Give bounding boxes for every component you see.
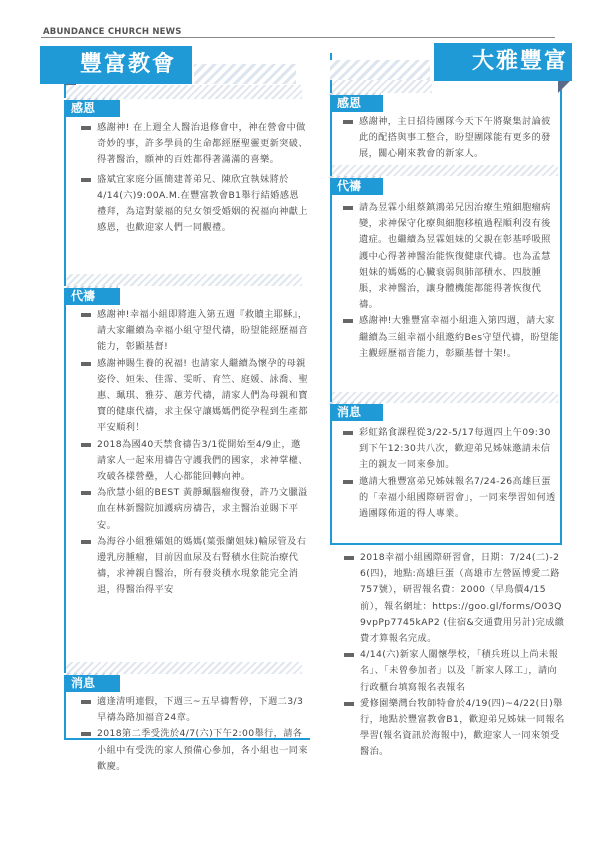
bullet-icon: [81, 700, 91, 704]
right-news-list: [340, 425, 560, 522]
bullet-icon: [81, 178, 91, 182]
bullet-icon: [343, 480, 353, 484]
list-item: [340, 114, 560, 163]
left-hatch-band: [66, 85, 302, 99]
right-hatch-band: [332, 80, 432, 93]
left-thanks-list: [78, 120, 308, 236]
item-text: 愛修園樂灣台牧師特會於4/19(四)~4/22(日)舉行，地點於豐富教會B1，歡迎弟兄姊妹一同報名學習(報名資訊於海報中)，歡迎家人一同來領受醫治。: [360, 697, 565, 758]
right-banner-fold: [558, 81, 570, 93]
right-extra-news-list: [341, 550, 565, 761]
bullet-icon: [81, 491, 91, 495]
right-prayer-list: [340, 200, 560, 362]
list-item: [340, 313, 560, 362]
bullet-icon: [81, 443, 91, 447]
list-item: [340, 474, 560, 523]
left-hatch-band: [66, 274, 302, 286]
item-text: 邀請大雅豐富弟兄姊妹報名7/24-26高雄巨蛋的「幸福小組國際研習會」，一同來學習如何透過團隊佈道的得人專業。: [359, 475, 556, 520]
right-heading-news: 消息: [331, 404, 383, 421]
item-text: 2018第二季受洗於4/7(六)下午2:00舉行，請各小組中有受洗的家人預備心參加，各小組也一同來歡慶。: [97, 728, 308, 772]
item-text: 感謝神!幸福小組即將進入第五週『救贖主耶穌』，請大家繼續為幸福小組守望代禱，盼望能經歷福音能力，彰顯基督!: [97, 309, 308, 353]
left-heading-thanks: 感恩: [65, 100, 120, 117]
left-column-title: 豐富教會: [40, 46, 192, 84]
list-item: [78, 534, 308, 599]
right-thanks-list: [340, 114, 560, 163]
bullet-icon: [344, 702, 354, 706]
bullet-icon: [81, 540, 91, 544]
right-heading-prayer: 代禱: [331, 178, 383, 195]
right-banner-hatching: [330, 60, 430, 80]
bullet-icon: [343, 120, 353, 124]
bullet-icon: [81, 313, 91, 317]
item-text: 為海谷小組雅孀姐的媽媽(葉張蘭姐妹)輸尿管及右邊乳房腫瘤，目前因血尿及右腎積水住院治療代禱，求神親自醫治，所有發炎積水現象能完全消退，得醫治得平安: [97, 535, 307, 596]
item-text: 盛斌宜家庭分區簡建菁弟兄、陳欣宜執妹將於4/14(六)9:00A.M.在豐富教會B1舉行結婚感恩禮拜，為這對蒙福的兒女領受婚姻的祝福向神獻上感恩，也歡迎家人們一同觀禮。: [97, 173, 308, 234]
right-column-title: 大雅豐富: [434, 43, 572, 81]
list-item: [78, 437, 308, 486]
list-item: [341, 696, 565, 761]
bullet-icon: [81, 362, 91, 366]
list-item: [340, 200, 560, 313]
newsletter-header-title: ABUNDANCE CHURCH NEWS: [43, 27, 182, 37]
bullet-icon: [343, 431, 353, 435]
item-text: 2018幸福小組國際研習會，日期：7/24(二)-26(四)，地點:高雄巨蛋（高雄市左營區博愛二路757號），研習報名費：2000（早鳥價4/15前），報名網址：https://goo.gl/forms/O03Q9vpPp7745kAP2 (住宿&交通費用另計)完成繳費才算報名完成。: [360, 552, 565, 645]
bullet-icon: [343, 206, 353, 210]
list-item: [341, 550, 565, 647]
item-text: 感謝神，主日招待團隊今天下午將聚集討論彼此的配搭與事工整合，盼望團隊能有更多的發展，關心剛來教會的新家人。: [359, 116, 551, 160]
header-divider: [41, 37, 555, 38]
bullet-icon: [344, 653, 354, 657]
item-text: 請為昱霖小組蔡鎮鴻弟兄因治療生殖細胞瘤病變，求神保守化療與細胞移植過程順利沒有後遺症。也繼續為昱霖姐妹的父親在彰基呼吸照護中心得著神醫治能恢復健康代禱。也為孟慧姐妹的媽媽的心臟衰弱與肺部積水、四肢腫脹，求神醫治，讓身體機能都能得著恢復代禱。: [359, 202, 551, 311]
list-item: [78, 356, 308, 437]
list-item: [78, 172, 308, 237]
list-item: [341, 647, 565, 696]
list-item: [78, 485, 308, 534]
item-text: 感謝神!大雅豐富幸福小組進入第四週，請大家繼續為三組幸福小組邀約Bes守望代禱，盼望能主觀經歷福音能力，彰顯基督十架!。: [359, 315, 560, 359]
list-item: [340, 425, 560, 474]
item-text: 感謝神! 在上週全人醫治退修會中，神在營會中做奇妙的事，許多學員的生命都經歷聖靈更新突破、得著醫治，願神的百姓都得著滿滿的喜樂。: [97, 122, 308, 166]
item-text: 彩虹銘食課程從3/22-5/17每週四上午09:30到下午12:30共八次，歡迎弟兄姊妹邀請未信主的親友一同來參加。: [359, 427, 551, 471]
left-banner-hatching: [194, 64, 296, 84]
item-text: 感謝神賜生養的祝福! 也請家人繼續為懷孕的母親姿伶、姮朱、佳霈、雯昕、育竺、庭媛、詠喬、聖惠、珮琪、雅芬、蕙芳代禱，請家人們為母親和寶寶的健康代禱，求主保守讓媽媽們從孕程到生產都平安順利！: [97, 357, 308, 434]
bullet-icon: [81, 732, 91, 736]
list-item: [78, 726, 308, 775]
bullet-icon: [81, 126, 91, 130]
item-text: 為欣慧小組的BEST 黃靜珮腦瘤復發，許乃文臘溢血在林新醫院加護病房禱告，求主醫治並賜下平安。: [97, 487, 308, 531]
right-heading-thanks: 感恩: [331, 95, 383, 112]
left-news-list: [78, 694, 308, 775]
item-text: 2018為國40天禁食禱告3/1從開始至4/9止，邀請家人一起來用禱告守護我們的國家，求神掌權、攻破各樣營壘，人心都能回轉向神。: [97, 438, 308, 483]
bullet-icon: [343, 319, 353, 323]
left-prayer-list: [78, 307, 308, 599]
left-heading-news: 消息: [65, 675, 120, 692]
item-text: 適逢清明連假，下週三~五早禱暫停，下週二3/3早禱為路加福音24章。: [97, 696, 304, 724]
list-item: [78, 307, 308, 356]
left-heading-prayer: 代禱: [65, 288, 120, 305]
item-text: 4/14(六)新家人關懷學校，「積兵班以上尚未報名」、「未曾參加者」以及「新家人隊工」，請向行政櫃台填寫報名表報名: [360, 649, 559, 693]
list-item: [78, 694, 308, 726]
bullet-icon: [344, 556, 354, 560]
right-hatch-band: [332, 165, 558, 176]
list-item: [78, 120, 308, 169]
